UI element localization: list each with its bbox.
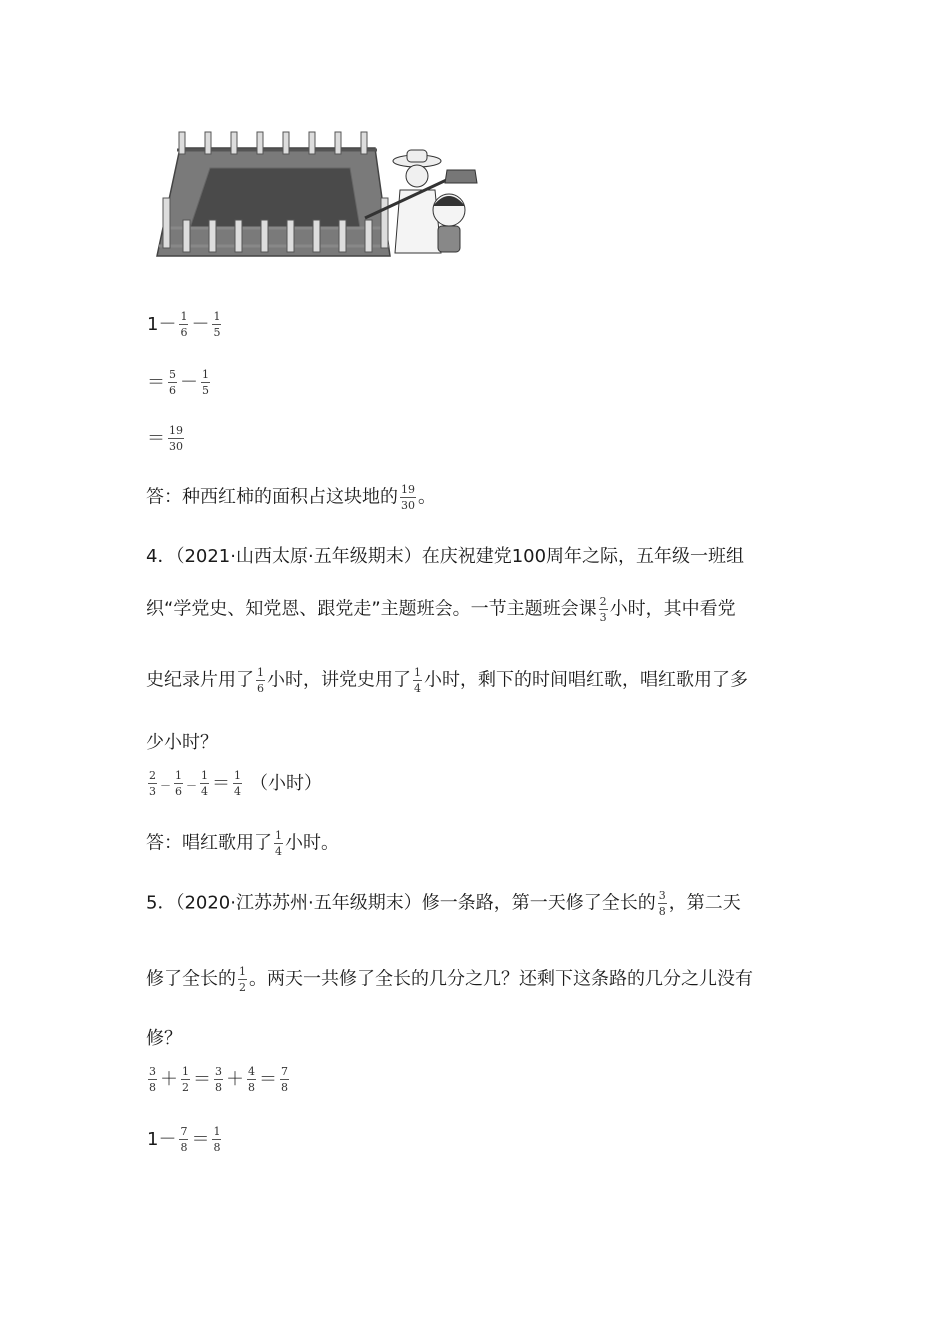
fraction: $\frac{1}{4}$ — [275, 829, 282, 858]
fraction: $\frac{2}{3}$ — [599, 595, 607, 624]
q4-calc: $\frac{2}{3}$ － $\frac{1}{6}$ － $\frac{1}{4}$ ＝ $\frac{1}{4}$ （小时） — [149, 769, 322, 798]
fraction: $\frac{1}{4}$ — [201, 769, 208, 798]
q4-answer: 答：唱红歌用了 $\frac{1}{4}$ 小时。 — [146, 829, 339, 858]
calc3-answer: 答：种西红柿的面积占这块地的 $\frac{19}{30}$ 。 — [146, 483, 436, 512]
q5-line2: 修了全长的 $\frac{1}{2}$ 。两天一共修了全长的几分之几？还剩下这条路的几分之儿没有 — [146, 965, 753, 994]
fraction: $\frac{19}{30}$ — [169, 424, 183, 453]
fraction: $\frac{1}{5}$ — [202, 368, 209, 397]
q4-line2: 织“学党史、知党恩、跟党走”主题班会。一节主题班会课 $\frac{2}{3}$ 小时，其中看党 — [146, 595, 736, 624]
q5-calc2: 1－ $\frac{7}{8}$ ＝ $\frac{1}{8}$ — [147, 1125, 221, 1154]
fraction: $\frac{2}{3}$ — [149, 769, 156, 798]
q4-line3: 史纪录片用了 $\frac{1}{6}$ 小时，讲党史用了 $\frac{1}{4}$ 小时，剩下的时间唱红歌，唱红歌用了多 — [146, 666, 748, 695]
calc3-line1: 1－ $\frac{1}{6}$ － $\frac{1}{5}$ — [147, 310, 221, 339]
fraction: $\frac{1}{4}$ — [234, 769, 241, 798]
q5-line1: 5．（2020·江苏苏州·五年级期末）修一条路，第一天修了全长的 $\frac{3}{8}$ ，第二天 — [146, 889, 741, 918]
fraction: $\frac{1}{2}$ — [182, 1065, 189, 1094]
fraction: $\frac{1}{6}$ — [175, 769, 182, 798]
fraction: $\frac{3}{8}$ — [149, 1065, 156, 1094]
fraction: $\frac{1}{5}$ — [213, 310, 221, 339]
fraction: $\frac{7}{8}$ — [281, 1065, 288, 1094]
q5-line3: 修？ — [146, 1028, 182, 1049]
garden-illustration — [155, 128, 485, 263]
q4-line1: 4．（2021·山西太原·五年级期末）在庆祝建党100周年之际，五年级一班组 — [146, 546, 745, 567]
fraction: $\frac{1}{4}$ — [414, 666, 421, 695]
fraction: $\frac{19}{30}$ — [401, 483, 415, 512]
fraction: $\frac{1}{2}$ — [239, 965, 246, 994]
q5-calc1: $\frac{3}{8}$ ＋ $\frac{1}{2}$ ＝ $\frac{3}{8}$ ＋ $\frac{4}{8}$ ＝ $\frac{7}{8}$ — [149, 1065, 288, 1094]
calc3-line2: ＝ $\frac{5}{6}$ － $\frac{1}{5}$ — [147, 368, 209, 397]
plot-soil — [190, 168, 360, 228]
fraction: $\frac{4}{8}$ — [248, 1065, 255, 1094]
fraction: $\frac{1}{6}$ — [257, 666, 264, 695]
calc3-line3: ＝ $\frac{19}{30}$ — [147, 424, 183, 453]
q4-line4: 少小时？ — [146, 732, 218, 753]
fraction: $\frac{5}{6}$ — [169, 368, 176, 397]
fraction: $\frac{7}{8}$ — [180, 1125, 188, 1154]
fraction: $\frac{3}{8}$ — [215, 1065, 222, 1094]
fraction: $\frac{1}{8}$ — [213, 1125, 221, 1154]
fraction: $\frac{1}{6}$ — [180, 310, 188, 339]
fraction: $\frac{3}{8}$ — [658, 889, 666, 918]
